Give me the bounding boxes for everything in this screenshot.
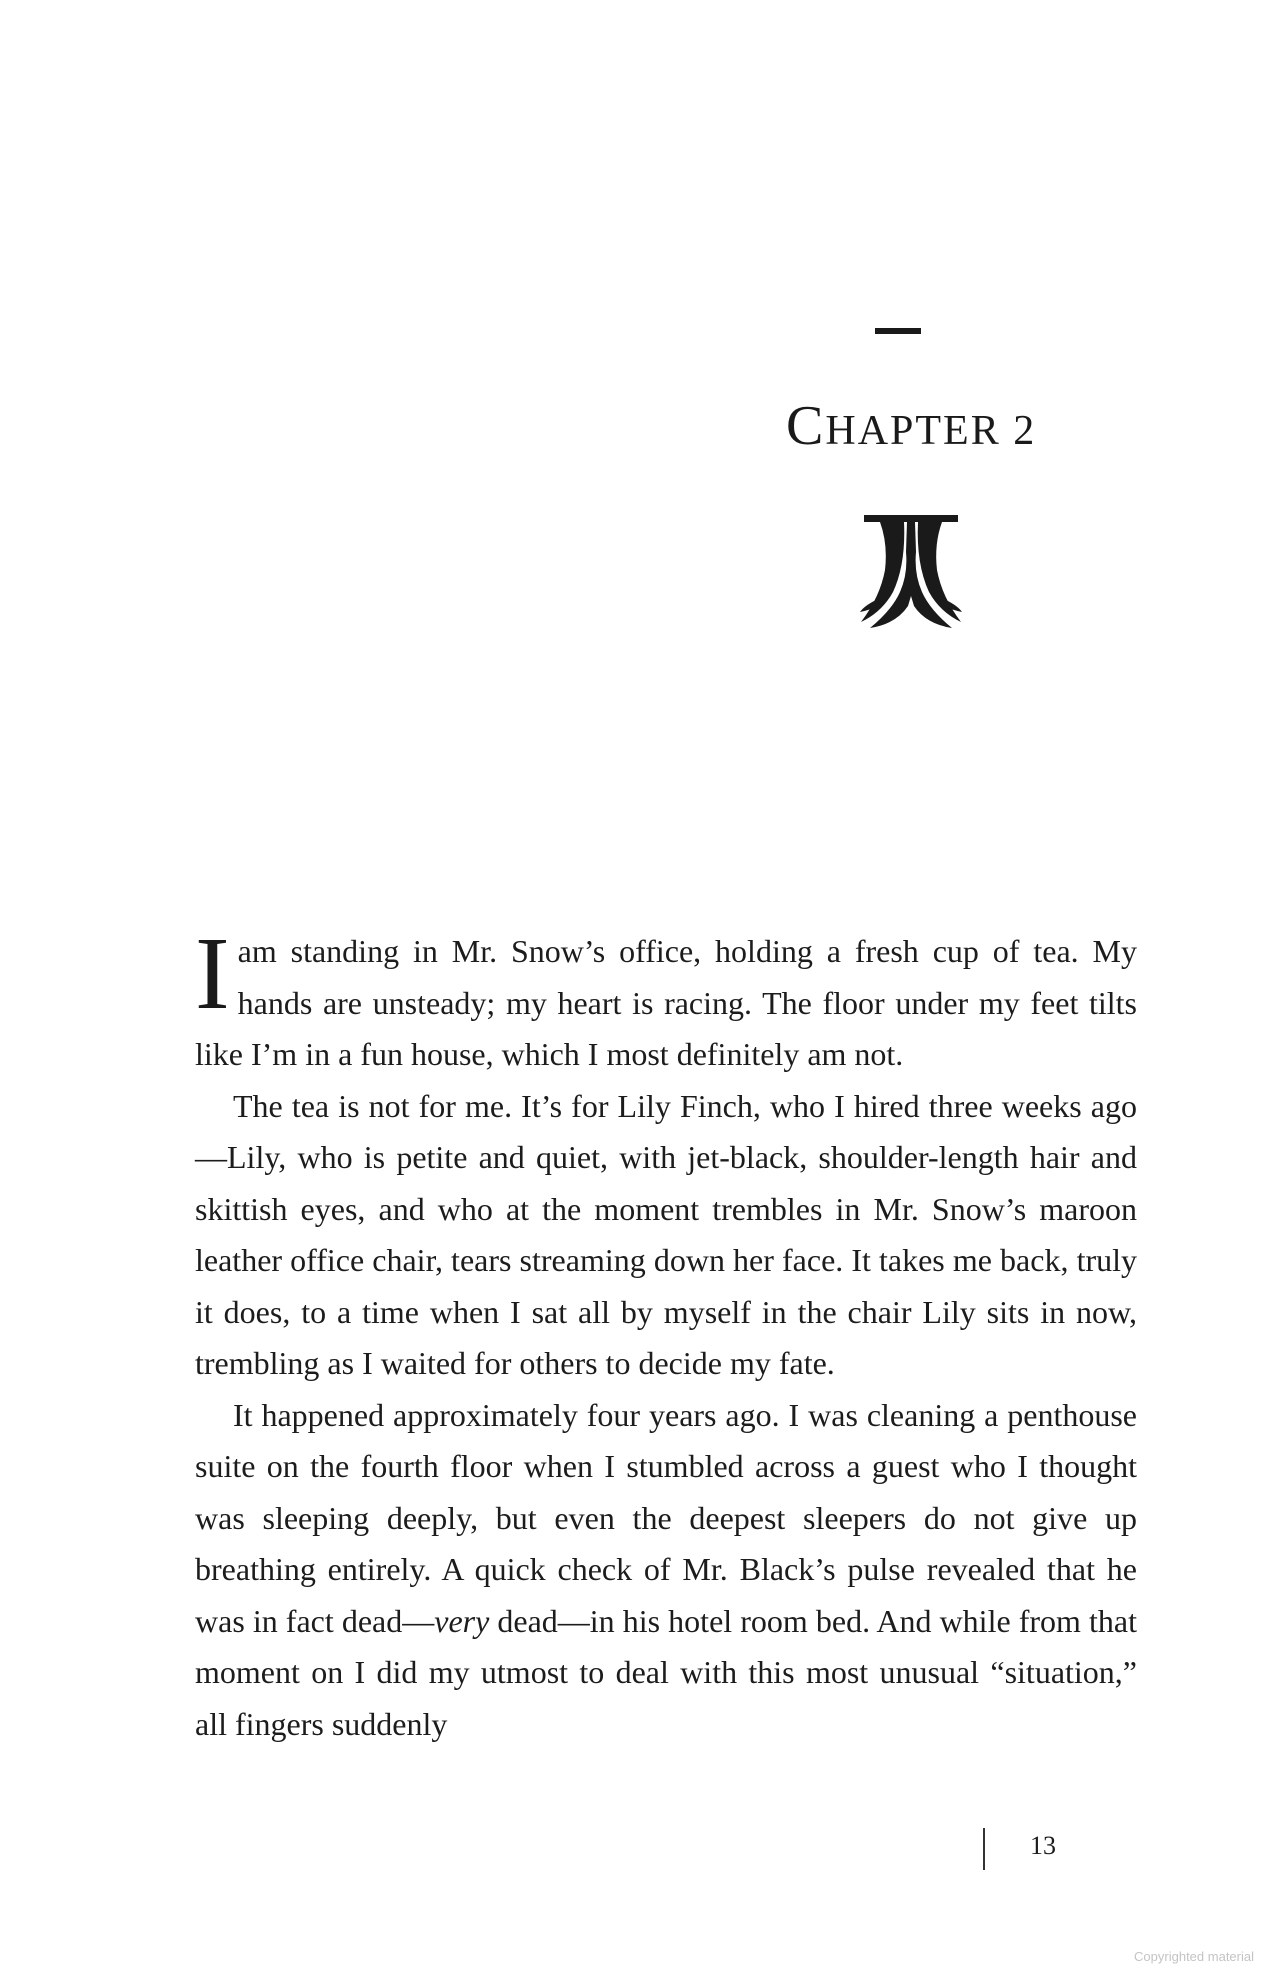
body-text — [195, 916, 1138, 1750]
paragraph-3-text-after: dead—in his hotel room bed. And while from that moment on I did my utmost to deal with this most unusual “situation,” all fingers suddenly — [195, 1602, 1138, 1742]
chapter-rule — [875, 328, 921, 334]
chapter-title — [786, 395, 1037, 457]
chapter-title-initial: C — [786, 395, 826, 457]
paragraph-2: The tea is not for me. It’s for Lily Finch, who I hired three weeks ago—Lily, who is petite and quiet, with jet-black, shoulder-length hair and skittish eyes, and who at the moment trembles in Mr. Snow’s maroon leather office chair, tears streaming down her face. It takes me back, truly it does, to a time when I sat all by myself in the chair Lily sits in now, trembling as I waited for others to decide my fate. — [195, 1087, 1137, 1381]
chapter-ornament-icon — [856, 512, 966, 632]
paragraph-1-text: am standing in Mr. Snow’s office, holding a fresh cup of tea. My hands are unsteady; my heart is racing. The floor under my feet tilts like I’m in a fun house, which I most definitely am not. — [195, 933, 1137, 1072]
watermark: Copyrighted material — [1134, 1949, 1254, 1964]
chapter-title-rest: HAPTER 2 — [825, 408, 1037, 454]
paragraph-1 — [195, 916, 1137, 1081]
drop-cap: I — [195, 916, 230, 1031]
paragraph-3 — [195, 1390, 1137, 1751]
paragraph-3-emphasis: very — [434, 1602, 490, 1639]
folio-rule — [983, 1828, 985, 1870]
page-number: 13 — [1030, 1831, 1056, 1860]
paragraph-3-text-before: It happened approximately four years ago. I was cleaning a penthouse suite on the fourth floor when I stumbled across a guest who I thought was sleeping deeply, but even the deepest sleepers do not give up breathing entirely. A quick check of Mr. Black’s pulse revealed that he was in fact dead— — [195, 1396, 1137, 1639]
